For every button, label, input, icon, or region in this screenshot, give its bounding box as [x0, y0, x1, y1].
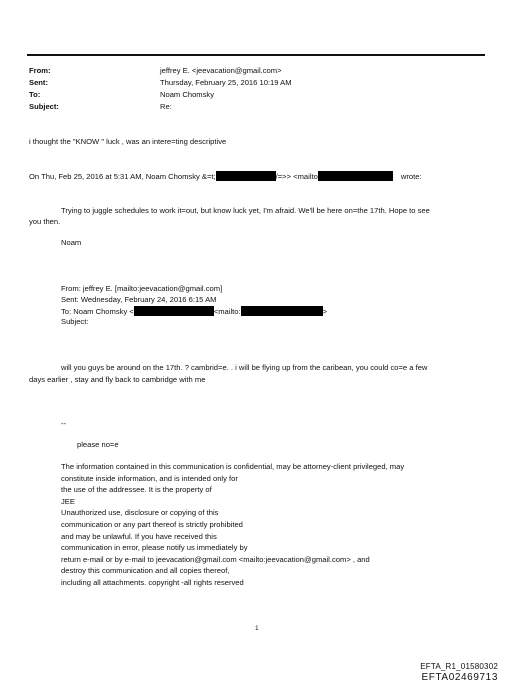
sent-label: Sent:: [29, 78, 48, 87]
from-value: jeffrey E. <jeevacation@gmail.com>: [160, 66, 282, 75]
quote-intro: [29, 171, 422, 182]
sent-value: Thursday, February 25, 2016 10:19 AM: [160, 78, 292, 87]
fwd-msg-line-2: days earlier , stay and fly back to cambridge with me: [29, 375, 206, 384]
fwd-subject-line: Subject:: [61, 317, 89, 326]
fwd-to-line: [61, 306, 327, 317]
to-value: Noam Chomsky: [160, 90, 215, 99]
disclaimer-line: constitute inside information, and is intended only for: [61, 473, 238, 483]
fwd-to-prefix: To: Noam Chomsky <: [61, 307, 134, 316]
disclaimer-line: including all attachments. copyright -all rights reserved: [61, 577, 244, 587]
fwd-from-line: From: jeffrey E. [mailto:jeevacation@gmail.com]: [61, 284, 223, 293]
disclaimer-line: the use of the addressee. It is the property of: [61, 485, 212, 495]
sig-dashes: --: [61, 419, 67, 428]
footer-id-1: EFTA_R1_01580302: [420, 662, 498, 671]
please-note: please no=e: [77, 440, 119, 449]
redaction-box: [318, 171, 393, 181]
redaction-box: [241, 306, 323, 316]
quote-intro-date: On Thu, Feb 25, 2016 at 5:31 AM, Noam Chomsky &=t;: [29, 172, 216, 181]
redaction-box: [216, 171, 276, 181]
disclaimer-line: The information contained in this communication is confidential, may be attorney-client privileged, may: [61, 462, 405, 471]
body-line-1: i thought the "KNOW " luck , was an intere=ting descriptive: [29, 137, 227, 146]
redaction-box: [134, 306, 214, 316]
disclaimer-line: communication in error, please notify us immediately by: [61, 543, 248, 553]
footer-id-2: EFTA02469713: [421, 672, 498, 683]
subject-value: Re:: [160, 102, 172, 111]
page-number: 1: [255, 625, 259, 632]
reply-signature: Noam: [61, 238, 82, 247]
disclaimer-line: communication or any part thereof is strictly prohibited: [61, 519, 243, 529]
disclaimer-line: return e-mail or by e-mail to jeevacation@gmail.com <mailto:jeevacation@gmail.com> , and: [61, 554, 370, 564]
disclaimer-line: destroy this communication and all copies thereof,: [61, 566, 230, 576]
header-rule: [27, 54, 485, 56]
fwd-msg-line-1: will you guys be around on the 17th. ? cambrid=e. . i will be flying up from the caribean, you could co=e a few: [61, 363, 428, 372]
reply-line-1: Trying to juggle schedules to work it=out, but know luck yet, I'm afraid. We'll be here on=the 17th. Hope to see: [61, 206, 430, 215]
subject-label: Subject:: [29, 102, 59, 111]
quote-intro-wrote: wrote:: [400, 172, 422, 181]
disclaimer-block: [61, 461, 481, 589]
fwd-sent-line: Sent: Wednesday, February 24, 2016 6:15 AM: [61, 295, 217, 304]
disclaimer-line: JEE: [61, 496, 75, 506]
quote-intro-mailto: /=>> <mailto: [275, 172, 318, 181]
to-label: To:: [29, 90, 41, 99]
fwd-to-suffix: >: [322, 307, 328, 316]
disclaimer-line: Unauthorized use, disclosure or copying of this: [61, 508, 219, 518]
reply-line-2: you then.: [29, 217, 61, 226]
disclaimer-line: and may be unlawful. If you have received this: [61, 531, 217, 541]
from-label: From:: [29, 66, 51, 75]
fwd-to-mailto: <mailto:: [213, 307, 241, 316]
